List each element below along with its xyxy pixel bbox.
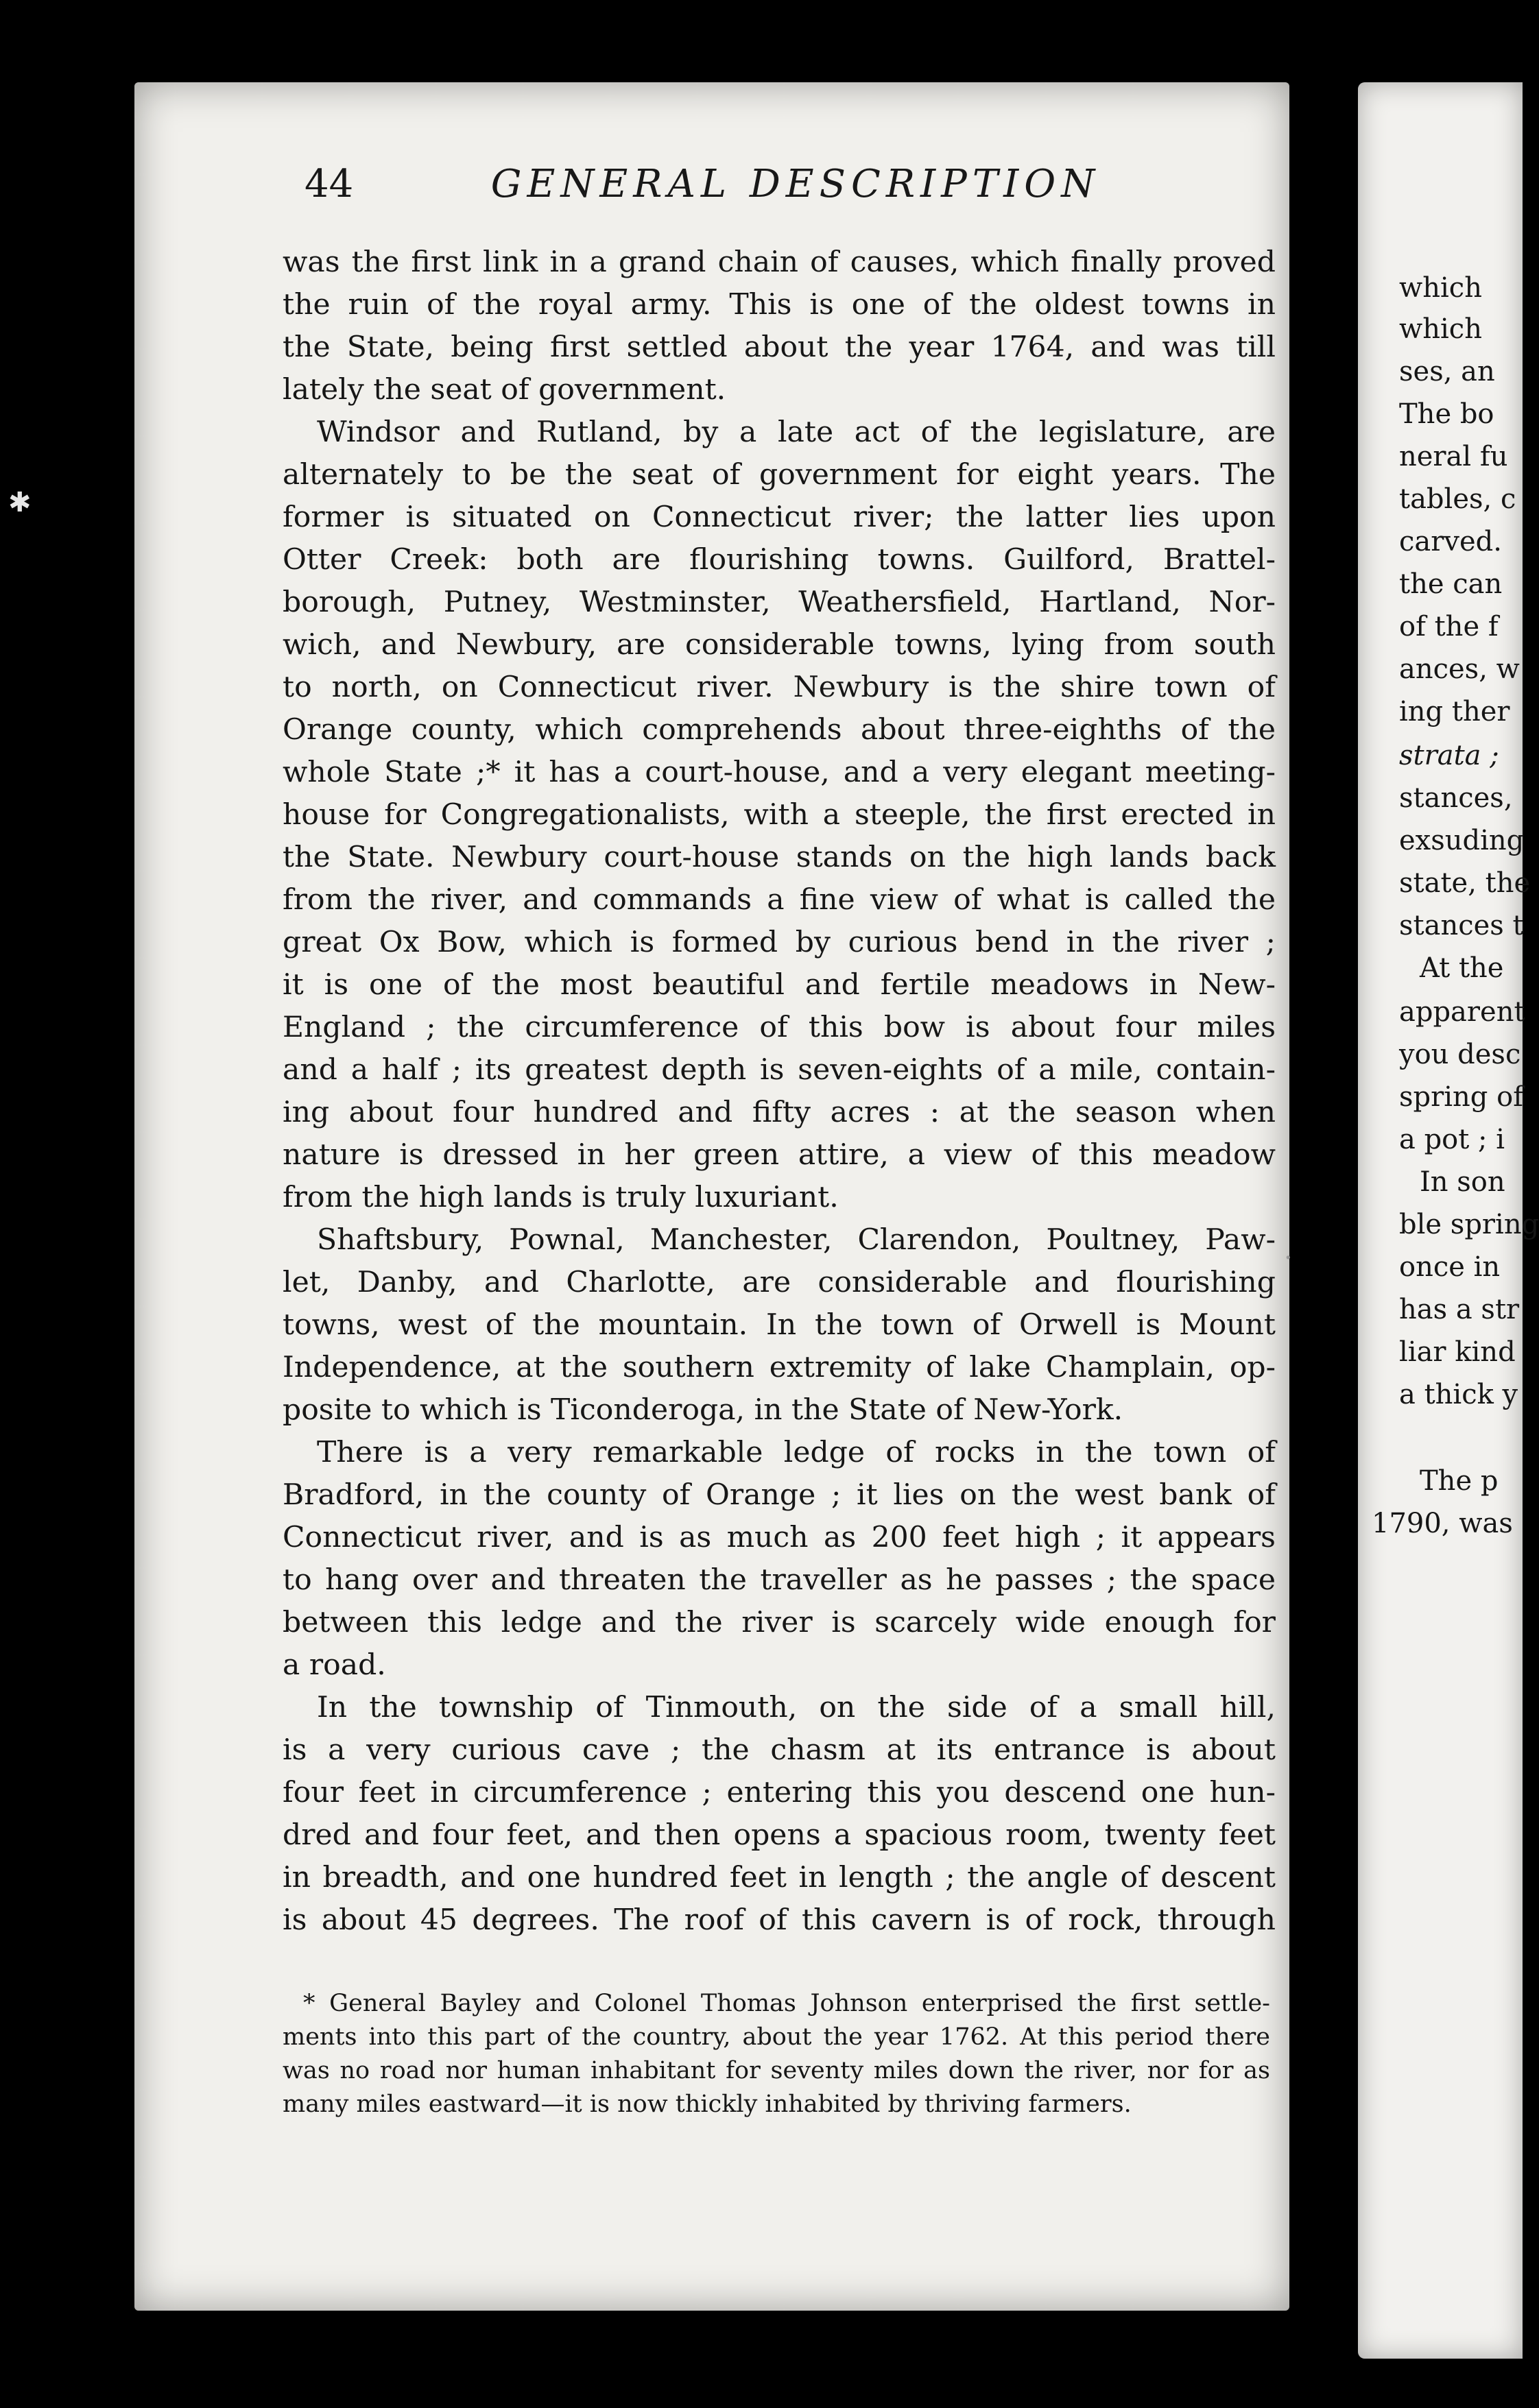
text-line: Independence, at the southern extremity of lake Champlain, op- (283, 1351, 1276, 1384)
text-line: towns, west of the mountain. In the town of Orwell is Mount (283, 1308, 1276, 1342)
text-line: England ; the circumference of this bow is about four miles (283, 1011, 1276, 1044)
facing-text-line: In son (1420, 1166, 1505, 1198)
text-line: lately the seat of government. (283, 373, 726, 407)
facing-text-line: once in (1399, 1251, 1501, 1283)
running-head: GENERAL DESCRIPTION (490, 162, 1101, 206)
text-line: let, Danby, and Charlotte, are considerable and flourishing (283, 1266, 1276, 1299)
facing-text-line: stances t (1399, 910, 1524, 941)
text-line: to north, on Connecticut river. Newbury is the shire town of (283, 671, 1276, 704)
text-line: nature is dressed in her green attire, a view of this meadow (283, 1138, 1276, 1172)
text-line: Connecticut river, and is as much as 200 feet high ; it appears (283, 1521, 1276, 1554)
facing-text-line: which (1399, 272, 1482, 304)
text-line: the State. Newbury court-house stands on the high lands back (283, 841, 1276, 874)
facing-text-line: a thick y (1399, 1379, 1518, 1410)
text-line: Windsor and Rutland, by a late act of the legislature, are (317, 416, 1276, 449)
text-line: was the first link in a grand chain of causes, which finally proved (283, 245, 1276, 279)
facing-text-line: apparent (1399, 996, 1525, 1028)
text-line: whole State ;* it has a court-house, and a very elegant meeting- (283, 756, 1276, 789)
facing-text-line: a pot ; i (1399, 1124, 1505, 1155)
text-line: is about 45 degrees. The roof of this cavern is of rock, through (283, 1903, 1276, 1937)
text-line: borough, Putney, Westminster, Weathersfield, Hartland, Nor- (283, 586, 1276, 619)
text-line: and a half ; its greatest depth is seven-eights of a mile, contain- (283, 1053, 1276, 1087)
facing-text-line: ses, an (1399, 356, 1495, 387)
footnote-line: ments into this part of the country, about the year 1762. At this period there (283, 2023, 1270, 2051)
facing-text-line: tables, c (1399, 483, 1516, 515)
text-line: a road. (283, 1648, 386, 1682)
text-line: between this ledge and the river is scarcely wide enough for (283, 1606, 1276, 1639)
text-line: In the township of Tinmouth, on the side of a small hill, (317, 1691, 1276, 1724)
text-line: posite to which is Ticonderoga, in the State of New-York. (283, 1393, 1123, 1427)
text-line: four feet in circumference ; entering this you descend one hun- (283, 1776, 1276, 1809)
facing-text-line: the can (1399, 568, 1503, 600)
footnote-line: many miles eastward—it is now thickly inhabited by thriving farmers. (283, 2091, 1132, 2118)
text-line: Orange county, which comprehends about three-eighths of the (283, 713, 1276, 747)
text-line: ing about four hundred and fifty acres : at the season when (283, 1096, 1276, 1129)
text-line: from the high lands is truly luxuriant. (283, 1181, 839, 1214)
facing-text-line: carved. (1399, 526, 1502, 557)
facing-text-line: 1790, was (1372, 1508, 1513, 1539)
text-line: Shaftsbury, Pownal, Manchester, Clarendon, Poultney, Paw- (317, 1223, 1276, 1257)
text-line: wich, and Newbury, are considerable towns, lying from south (283, 628, 1276, 662)
facing-text-line: has a str (1399, 1294, 1520, 1325)
facing-text-line: which (1399, 313, 1482, 345)
text-line: it is one of the most beautiful and fertile meadows in New- (283, 968, 1276, 1002)
margin-mark: ✱ (8, 487, 32, 518)
page-number: 44 (305, 162, 354, 206)
facing-text-line: neral fu (1399, 441, 1508, 472)
body-text (283, 241, 1276, 1942)
facing-text-line: ances, w (1399, 653, 1520, 685)
facing-text-line: strata ; (1399, 740, 1499, 771)
footnote-line: was no road nor human inhabitant for seventy miles down the river, nor for as (283, 2057, 1270, 2084)
text-line: great Ox Bow, which is formed by curious bend in the river ; (283, 926, 1276, 959)
text-line: alternately to be the seat of government for eight years. The (283, 458, 1276, 492)
text-line: house for Congregationalists, with a steeple, the first erected in (283, 798, 1276, 832)
text-line: the State, being first settled about the year 1764, and was till (283, 330, 1276, 364)
text-line: to hang over and threaten the traveller as he passes ; the space (283, 1563, 1276, 1597)
book-page-right-facing (1358, 82, 1539, 2359)
text-line: dred and four feet, and then opens a spacious room, twenty feet (283, 1818, 1276, 1852)
text-line: the ruin of the royal army. This is one of the oldest towns in (283, 288, 1276, 322)
facing-text-line: stances, (1399, 782, 1513, 814)
facing-text-line: ble spring (1399, 1209, 1539, 1240)
facing-text-line: At the (1420, 952, 1504, 984)
facing-text-line: The p (1420, 1465, 1499, 1497)
text-line: is a very curious cave ; the chasm at its entrance is about (283, 1733, 1276, 1767)
text-line: former is situated on Connecticut river; the latter lies upon (283, 501, 1276, 534)
facing-text-line: The bo (1399, 398, 1494, 430)
text-line: There is a very remarkable ledge of rocks in the town of (317, 1436, 1276, 1469)
text-line: from the river, and commands a fine view of what is called the (283, 883, 1276, 917)
facing-text-line: of the f (1399, 611, 1499, 642)
facing-text-line: you desc (1399, 1039, 1521, 1070)
facing-text-line: exsuding (1399, 825, 1525, 856)
facing-text-line: spring of (1399, 1081, 1524, 1113)
footnote-line: * General Bayley and Colonel Thomas Johnson enterprised the first settle- (303, 1990, 1270, 2017)
facing-text-line: state, the (1399, 867, 1531, 899)
facing-text-line: ing ther (1399, 696, 1510, 727)
text-line: Bradford, in the county of Orange ; it lies on the west bank of (283, 1478, 1276, 1512)
footnote (283, 1987, 1270, 2121)
text-line: in breadth, and one hundred feet in length ; the angle of descent (283, 1861, 1276, 1894)
text-line: Otter Creek: both are flourishing towns. Guilford, Brattel- (283, 543, 1276, 577)
facing-text-line: liar kind (1399, 1336, 1516, 1368)
margin-dot: · (1284, 1242, 1293, 1274)
